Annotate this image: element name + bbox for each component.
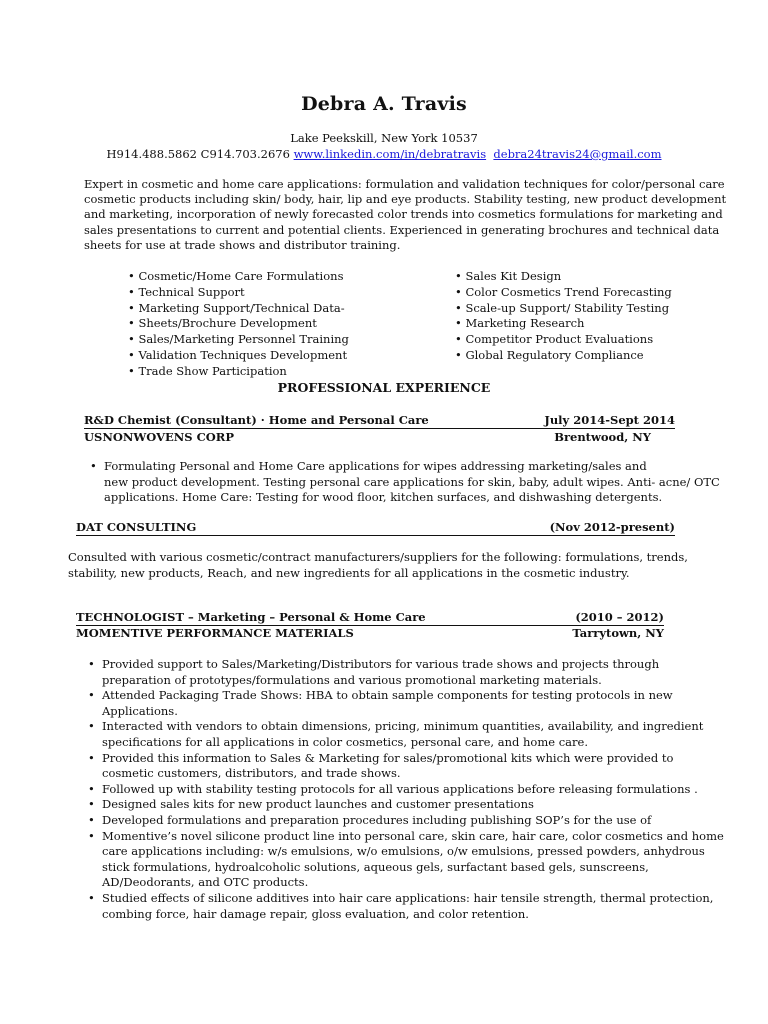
job1-title: R&D Chemist (Consultant) · Home and Personal Care [84, 413, 429, 427]
bullet-line: care applications including: w/s emulsions, w/o emulsions, o/w emulsions, pressed powders, anhydrous [102, 844, 705, 859]
skill-item: • Scale-up Support/ Stability Testing [455, 300, 670, 315]
job3-bullets [88, 657, 724, 922]
bullet-line: Applications. [102, 703, 178, 718]
skill-item: • Competitor Product Evaluations [455, 332, 654, 347]
job1-title-row [84, 413, 675, 429]
list-item: • Provided this information to Sales & Marketing for sales/promotional kits which were provided to cosmetic customers, distributors, and trade shows. [102, 751, 724, 782]
bullet-line: Formulating Personal and Home Care applications for wipes addressing marketing/sales and [104, 459, 647, 473]
bullet-line: new product development. Testing personal care applications for skin, baby, adult wipes. Anti- acne/ OTC [104, 474, 720, 489]
address: Lake Peekskill, New York 10537 [290, 131, 478, 145]
job3-location: Tarrytown, NY [572, 626, 664, 640]
skill-item: • Trade Show Participation [128, 363, 287, 378]
skill-item: • Global Regulatory Compliance [455, 347, 644, 362]
skill-item: • Validation Techniques Development [128, 347, 348, 362]
bullet-line: Interacted with vendors to obtain dimensions, pricing, minimum quantities, availability, and ingredient [102, 719, 704, 734]
job1-location: Brentwood, NY [554, 430, 651, 444]
bullet-line: applications. Home Care: Testing for wood floor, kitchen surfaces, and dishwashing detergents. [104, 490, 663, 505]
contact-line [0, 147, 768, 161]
list-item: • Provided support to Sales/Marketing/Distributors for various trade shows and projects through preparation of prototypes/formulations and various promotional marketing materials. [102, 657, 724, 688]
skill-item: • Color Cosmetics Trend Forecasting [455, 284, 672, 299]
bullet-line: Studied effects of silicone additives into hair care applications: hair tensile strength, thermal protection, [102, 890, 714, 905]
skill-item: • Sales/Marketing Personnel Training [128, 332, 349, 347]
job3-dates: (2010 – 2012) [575, 610, 664, 624]
summary-line: Expert in cosmetic and home care applications: formulation and validation techniques for color/personal care [84, 177, 725, 191]
list-item: • Momentive’s novel silicone product line into personal care, skin care, hair care, color cosmetics and home care applications including: w/s emulsions, w/o emulsions, o/w emulsions, pressed powders, anhydrous stick formulations, hydroalcoholic solutions, aqueous gels, surfactant based gels, sunscreens, AD/Deodorants, and OTC products. [88, 828, 724, 890]
bullet-line: Attended Packaging Trade Shows: HBA to obtain sample components for testing protocols in new [102, 688, 673, 703]
job3-title: TECHNOLOGIST – Marketing – Personal & Home Care [76, 610, 426, 624]
bullet-line: Momentive’s novel silicone product line into personal care, skin care, hair care, color cosmetics and home [102, 828, 724, 843]
para-line: Consulted with various cosmetic/contract manufacturers/suppliers for the following: formulations, trends, [68, 550, 688, 564]
job3-company: MOMENTIVE PERFORMANCE MATERIALS [76, 626, 354, 640]
skill-item: • Sheets/Brochure Development [128, 316, 317, 331]
summary-line: cosmetic products including skin/ body, hair, lip and eye products. Stability testing, new product development [84, 192, 727, 207]
candidate-name: Debra A. Travis [301, 93, 467, 115]
skill-item: • Marketing Research [455, 316, 585, 331]
summary-line: sheets for use at trade shows and distributor training. [84, 237, 401, 252]
skill-item: • Sales Kit Design [455, 269, 562, 283]
skills-right-column [455, 269, 672, 364]
bullet-line: Provided this information to Sales & Marketing for sales/promotional kits which were provided to [102, 750, 674, 765]
job2-description [68, 550, 688, 581]
bullet-line: AD/Deodorants, and OTC products. [102, 875, 309, 890]
job1-bullets [90, 459, 720, 506]
bullet-line: Designed sales kits for new product launches and customer presentations [102, 797, 534, 812]
bullet-line: specifications for all applications in color cosmetics, personal care, and home care. [102, 734, 588, 749]
skills-left-column [128, 269, 349, 380]
bullet-line: stick formulations, hydroalcoholic solutions, aqueous gels, surfactant based gels, sunscreens, [102, 859, 649, 874]
list-item: • Formulating Personal and Home Care applications for wipes addressing marketing/sales and new product development. Testing personal care applications for skin, baby, adult wipes. Anti- acne/ OTC applications. Home Care: Testing for wood floor, kitchen surfaces, and dishwashing detergents. [90, 459, 720, 505]
job1-company: USNONWOVENS CORP [84, 430, 234, 444]
job2-company: DAT CONSULTING [76, 520, 197, 534]
job1-dates: July 2014-Sept 2014 [544, 413, 675, 427]
skill-item: • Technical Support [128, 284, 245, 299]
bullet-line: Followed up with stability testing protocols for all various applications before releasing formulations . [102, 781, 698, 796]
summary-line: sales presentations to current and potential clients. Experienced in generating brochures and technical data [84, 222, 720, 237]
bullet-line: combing force, hair damage repair, gloss evaluation, and color retention. [102, 906, 529, 921]
job3-title-row [76, 610, 664, 626]
skill-item: • Marketing Support/Technical Data- [128, 300, 345, 315]
list-item: • Interacted with vendors to obtain dimensions, pricing, minimum quantities, availability, and ingredient specifications for all applications in color cosmetics, personal care, and home care. [102, 719, 724, 750]
job2-dates: (Nov 2012-present) [549, 520, 675, 534]
email-link[interactable]: debra24travis24@gmail.com [493, 147, 662, 161]
phone-numbers: H914.488.5862 C914.703.2676 [106, 147, 290, 161]
summary [84, 177, 727, 253]
bullet-line: cosmetic customers, distributors, and trade shows. [102, 766, 401, 781]
list-item: • Developed formulations and preparation procedures including publishing SOP’s for the use of [102, 813, 724, 829]
para-line: stability, new products, Reach, and new ingredients for all applications in the cosmetic industry. [68, 565, 630, 580]
linkedin-link[interactable]: www.linkedin.com/in/debratravis [293, 147, 487, 161]
summary-line: and marketing, incorporation of newly forecasted color trends into cosmetics formulations for marketing and [84, 207, 723, 222]
section-title-experience: PROFESSIONAL EXPERIENCE [277, 380, 491, 395]
skill-item: • Cosmetic/Home Care Formulations [128, 269, 344, 283]
job1-company-row [84, 430, 651, 444]
job2-title-row [76, 520, 675, 536]
list-item: • Attended Packaging Trade Shows: HBA to obtain sample components for testing protocols in new Applications. [102, 688, 724, 719]
list-item: • Followed up with stability testing protocols for all various applications before releasing formulations . [102, 782, 724, 798]
list-item: • Designed sales kits for new product launches and customer presentations [102, 797, 724, 813]
job3-company-row [76, 626, 664, 640]
bullet-line: Developed formulations and preparation procedures including publishing SOP’s for the use of [102, 812, 652, 827]
list-item: • Studied effects of silicone additives into hair care applications: hair tensile strength, thermal protection, combing force, hair damage repair, gloss evaluation, and color retention. [102, 891, 724, 922]
bullet-line: Provided support to Sales/Marketing/Distributors for various trade shows and projects through [102, 657, 660, 671]
bullet-line: preparation of prototypes/formulations and various promotional marketing materials. [102, 672, 602, 687]
